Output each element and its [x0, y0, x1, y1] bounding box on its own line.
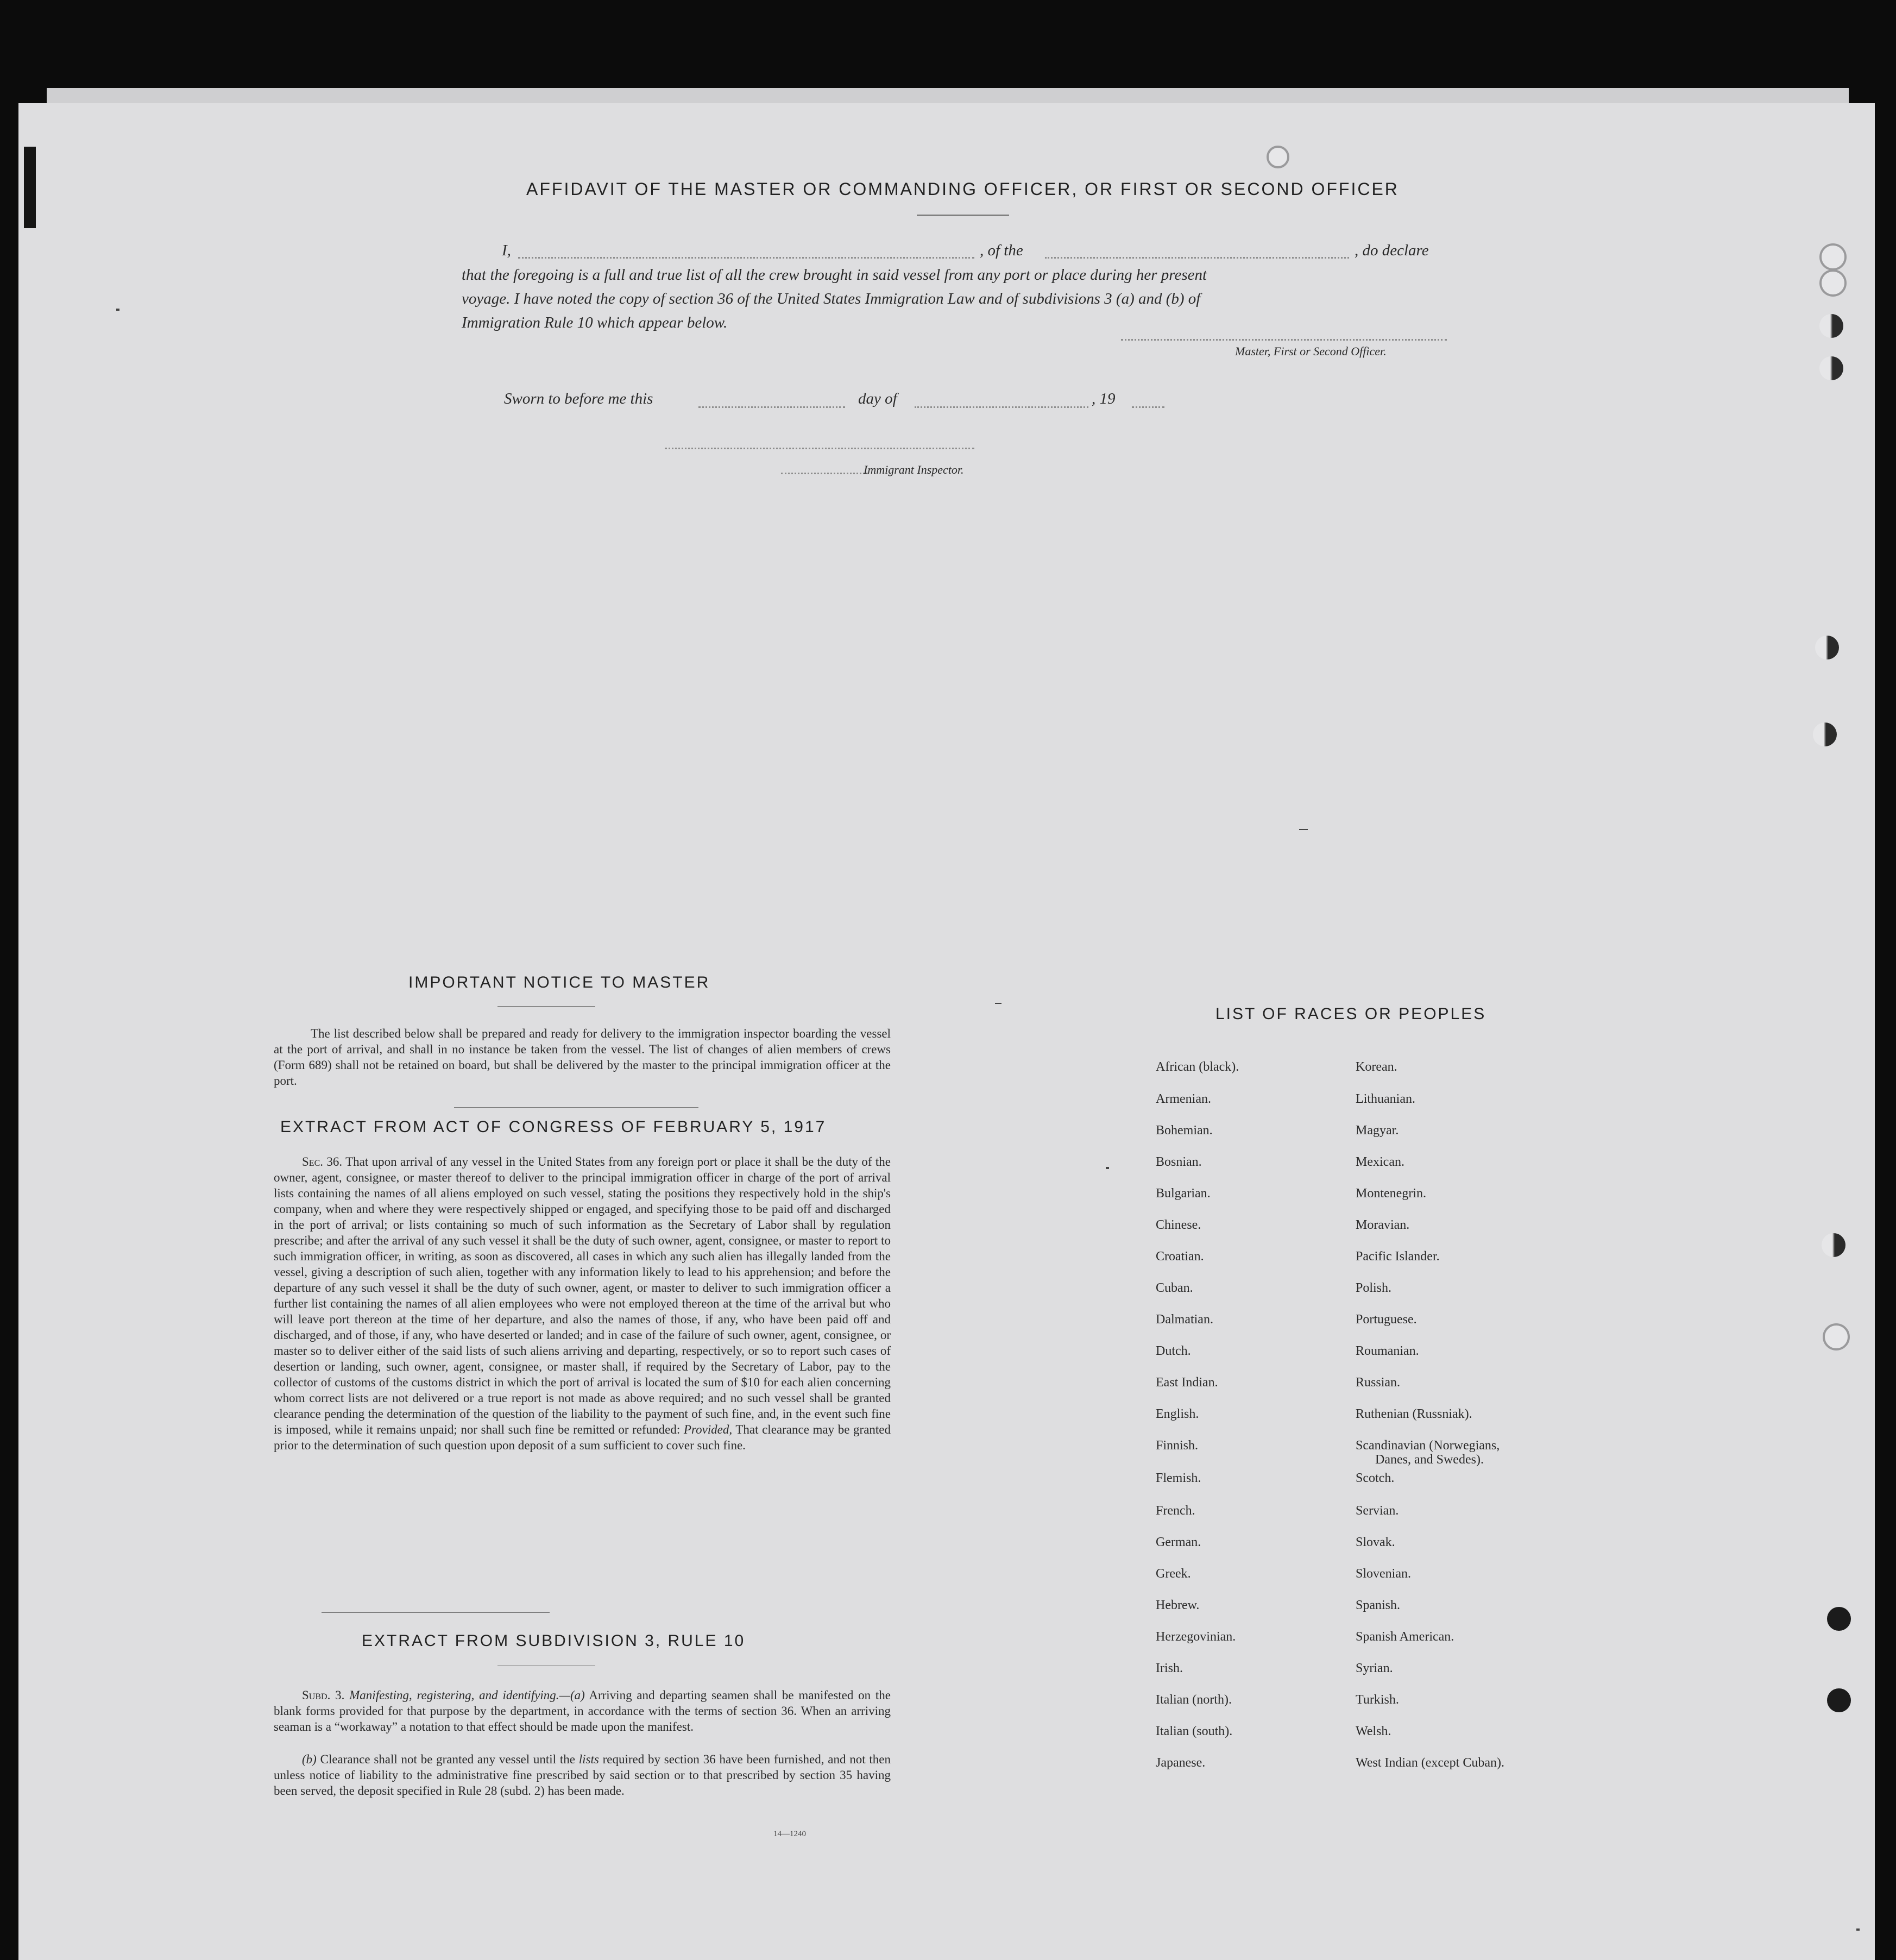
binder-hole: [1827, 1688, 1851, 1712]
race-item: Hebrew.: [1156, 1598, 1200, 1612]
speck: [116, 309, 119, 311]
race-item: Welsh.: [1356, 1724, 1391, 1738]
race-item: Italian (south).: [1156, 1724, 1233, 1738]
section-label: Sec. 36.: [302, 1155, 343, 1169]
divider: [454, 1107, 698, 1108]
race-item: Russian.: [1356, 1375, 1401, 1390]
race-item: West Indian (except Cuban).: [1356, 1756, 1504, 1770]
affidavit-i: I,: [502, 242, 511, 259]
race-item: Chinese.: [1156, 1218, 1201, 1232]
race-item: Spanish.: [1356, 1598, 1401, 1612]
divider: [497, 1006, 595, 1007]
affidavit-text-line: voyage. I have noted the copy of section 36 of the United States Immigration Law and of subdivisions 3 (a) and (b) of: [462, 290, 1201, 307]
race-item: East Indian.: [1156, 1375, 1218, 1390]
race-item: Montenegrin.: [1356, 1186, 1426, 1201]
part-b-text-end: required by section 36 have been furnished, and not then unless notice of liability to the administrative fine prescribed by said section or to that prescribed by section 35 having been served, the deposit specified in Rule 28 (subd. 2) has been made.: [274, 1752, 891, 1798]
subd-label: Subd. 3.: [302, 1688, 345, 1702]
affidavit-of-the: , of the: [980, 242, 1023, 259]
race-item: Herzegovinian.: [1156, 1630, 1236, 1644]
part-a-label: —(a): [559, 1688, 585, 1702]
binder-hole: [1822, 1233, 1845, 1257]
year-blank[interactable]: [1132, 406, 1164, 408]
document-page: [18, 103, 1875, 1960]
provided-word: Provided,: [683, 1423, 733, 1436]
race-item: Magyar.: [1356, 1123, 1399, 1138]
day-of-text: day of: [858, 390, 897, 407]
speck: [1106, 1167, 1109, 1169]
race-item: Slovenian.: [1356, 1567, 1411, 1581]
race-item: Korean.: [1356, 1060, 1397, 1074]
race-item: Irish.: [1156, 1661, 1183, 1675]
binder-hole: [1815, 636, 1839, 659]
act-heading: EXTRACT FROM ACT OF CONGRESS OF FEBRUARY 5, 1917: [280, 1118, 827, 1136]
race-item: French.: [1156, 1504, 1195, 1518]
race-item: Finnish.: [1156, 1438, 1199, 1453]
signature-label: Master, First or Second Officer.: [1235, 344, 1387, 358]
race-item: Servian.: [1356, 1504, 1399, 1518]
speck: [1299, 829, 1308, 830]
race-item: Dalmatian.: [1156, 1312, 1213, 1327]
act-body: [274, 1154, 891, 1453]
divider: [322, 1612, 550, 1613]
binder-hole: [1819, 243, 1847, 271]
race-item: Dutch.: [1156, 1344, 1191, 1358]
notice-body: The list described below shall be prepared and ready for delivery to the immigration inspector boarding the vessel at the port of arrival, and shall in no instance be taken from the vessel. The list of changes of alien members of crews (Form 689) shall not be retained on board, but shall be delivered by the master to the principal immigration officer at the port.: [274, 1027, 891, 1088]
subd-title: Manifesting, registering, and identifying.: [349, 1688, 559, 1702]
part-b-lists: lists: [578, 1752, 599, 1766]
part-b-text: Clearance shall not be granted any vessel until the: [320, 1752, 575, 1766]
race-item: Flemish.: [1156, 1471, 1201, 1485]
race-item: Scandinavian (Norwegians,: [1356, 1438, 1500, 1453]
race-item: Pacific Islander.: [1356, 1249, 1440, 1264]
rule-part-b: [274, 1751, 891, 1799]
binder-hole: [1819, 356, 1843, 380]
act-text-end: That clearance may be granted prior to the determination of such question upon deposit of a sum sufficient to cover such fine.: [274, 1423, 891, 1452]
race-item: Italian (north).: [1156, 1693, 1232, 1707]
race-item: Lithuanian.: [1356, 1092, 1415, 1106]
year-prefix: , 19: [1092, 390, 1116, 407]
binder-hole: [1267, 146, 1289, 168]
race-item: Bohemian.: [1156, 1123, 1213, 1138]
race-item: English.: [1156, 1407, 1199, 1421]
sworn-text: Sworn to before me this: [504, 390, 653, 407]
race-item: German.: [1156, 1535, 1201, 1549]
race-item: African (black).: [1156, 1060, 1239, 1074]
affidavit-text-line: that the foregoing is a full and true list of all the crew brought in said vessel from any port or place during her present: [462, 266, 1207, 284]
race-item-continued: Danes, and Swedes).: [1375, 1453, 1484, 1467]
month-blank[interactable]: [915, 406, 1088, 408]
vessel-blank[interactable]: [1045, 257, 1349, 259]
race-item: Spanish American.: [1356, 1630, 1454, 1644]
part-b-label: (b): [302, 1752, 317, 1766]
inspector-underline: [781, 473, 868, 474]
affidavit-text-line: Immigration Rule 10 which appear below.: [462, 314, 728, 331]
form-number: 14—1240: [773, 1830, 806, 1838]
binder-hole: [1819, 314, 1843, 338]
race-item: Roumanian.: [1356, 1344, 1419, 1358]
affidavit-declare: , do declare: [1355, 242, 1429, 259]
affidavit-heading: AFFIDAVIT OF THE MASTER OR COMMANDING OFFICER, OR FIRST OR SECOND OFFICER: [526, 179, 1399, 199]
race-item: Turkish.: [1356, 1693, 1399, 1707]
speck: [995, 1003, 1001, 1004]
name-blank[interactable]: [518, 257, 974, 259]
race-item: Ruthenian (Russniak).: [1356, 1407, 1472, 1421]
binder-hole: [1819, 269, 1847, 297]
inspector-label: Immigrant Inspector.: [864, 463, 964, 476]
signature-blank[interactable]: [1121, 339, 1447, 341]
race-item: Greek.: [1156, 1567, 1191, 1581]
act-text: That upon arrival of any vessel in the United States from any foreign port or place it shall be the duty of the owner, agent, consignee, or master thereof to deliver to the principal immigration officer in charge of the port of arrival lists containing the names of all aliens employed on such vessel, stating the positions they respectively hold in the ship's company, when and where they were respectively shipped or engaged, and specifying those to be paid off and discharged in the port of arrival; or lists containing so much of such information as the Secretary of Labor shall by regulation prescribe; and after the arrival of any such vessel it shall be the duty of such owner, agent, consignee, or master to report to such immigration officer, in writing, as soon as discovered, all cases in which any such alien has illegally landed from the vessel, giving a description of such alien, together with any information likely to lead to his apprehension; and before the departure of any such vessel it shall be the duty of such owner, agent, or master to deliver to such immigration officer a further list containing the names of all alien employees who were not employed thereon at the time of the arrival but who will leave port thereon at the time of her departure, and also the names of those, if any, who have been paid off and discharged, and of those, if any, who have deserted or landed; and in case of the failure of such owner, agent, consignee, or master so to deliver either of the said lists of such aliens arriving and departing, respectively, or so to report such cases of desertion or landing, such owner, agent, consignee, or master shall, if required by the Secretary of Labor, pay to the collector of customs of the customs district in which the port of arrival is located the sum of $10 for each alien concerning whom correct lists are not delivered or a true report is not made as above required; and no such vessel shall be granted clearance pending the determination of the question of the liability to the payment of such fine, and, in the event such fine is imposed, while it remains unpaid; nor shall such fine be remitted or refunded:: [274, 1155, 891, 1436]
notice-heading: IMPORTANT NOTICE TO MASTER: [408, 973, 710, 991]
day-blank[interactable]: [698, 406, 845, 408]
rule-part-a: [274, 1687, 891, 1735]
race-item: Bulgarian.: [1156, 1186, 1211, 1201]
race-item: Syrian.: [1356, 1661, 1393, 1675]
speck: [1856, 1928, 1860, 1931]
binder-hole: [1827, 1607, 1851, 1631]
race-item: Moravian.: [1356, 1218, 1410, 1232]
race-item: Cuban.: [1156, 1281, 1193, 1295]
race-item: Croatian.: [1156, 1249, 1204, 1264]
race-item: Scotch.: [1356, 1471, 1395, 1485]
race-item: Polish.: [1356, 1281, 1392, 1295]
race-item: Portuguese.: [1356, 1312, 1417, 1327]
part-a-text: Arriving and departing seamen shall be manifested on the blank forms provided for that purpose by the department, in accordance with the terms of section 36. When an arriving seaman is a “workaway” a notation to that effect should be made upon the manifest.: [274, 1688, 891, 1733]
rule-heading: EXTRACT FROM SUBDIVISION 3, RULE 10: [362, 1632, 746, 1650]
races-heading: LIST OF RACES OR PEOPLES: [1215, 1005, 1486, 1023]
inspector-signature-blank[interactable]: [665, 448, 974, 449]
binder-hole: [1823, 1323, 1850, 1350]
divider: [917, 215, 1009, 216]
race-item: Mexican.: [1356, 1155, 1404, 1169]
binder-hole: [1813, 723, 1837, 746]
race-item: Slovak.: [1356, 1535, 1395, 1549]
race-item: Japanese.: [1156, 1756, 1206, 1770]
race-item: Armenian.: [1156, 1092, 1211, 1106]
race-item: Bosnian.: [1156, 1155, 1202, 1169]
page-edge-mark: [24, 147, 36, 228]
